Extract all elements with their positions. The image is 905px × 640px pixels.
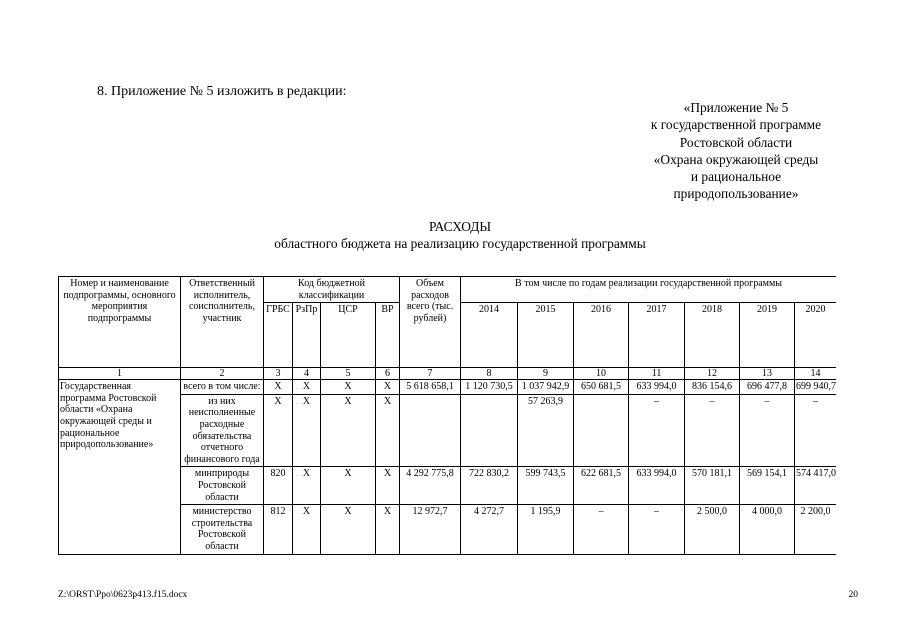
header-year: 2018	[685, 303, 740, 368]
intro-text: 8. Приложение № 5 изложить в редакции:	[97, 84, 347, 99]
year-value-cell: –	[685, 394, 740, 467]
csr-cell: Х	[321, 380, 376, 395]
year-value-cell: 696 477,8	[740, 380, 795, 395]
executor-cell: всего в том числе:	[181, 380, 264, 395]
header-name: Номер и наименование подпрограммы, основного мероприятия подпрограммы	[59, 277, 181, 368]
csr-cell: Х	[321, 505, 376, 554]
header-budget-code: Код бюджетной классификации	[264, 277, 400, 303]
column-number: 9	[518, 368, 574, 380]
grbs-cell: 812	[264, 505, 293, 554]
annex-line: и рациональное	[690, 169, 782, 185]
total-cell: 12 972,7	[400, 505, 461, 554]
year-value-cell: 633 994,0	[629, 380, 685, 395]
year-value-cell	[574, 394, 629, 467]
year-value-cell: 1 120 730,5	[461, 380, 518, 395]
year-value-cell: –	[629, 505, 685, 554]
executor-cell: из них неисполненные расходные обязательства отчетного финансового года	[181, 394, 264, 467]
year-value-cell: 699 940,7	[795, 380, 836, 395]
program-name: Государственная программа Ростовской области «Охрана окружающей среды и рациональное природопользование»	[59, 380, 181, 554]
column-number: 5	[321, 368, 376, 380]
grbs-cell: 820	[264, 467, 293, 505]
header-grbs: ГРБС	[264, 303, 293, 368]
title-line-2: областного бюджета на реализацию государственной программы	[274, 236, 646, 251]
annex-line: природопользование»	[673, 186, 799, 202]
header-rzpr: РзПр	[293, 303, 321, 368]
year-value-cell: 570 181,1	[685, 467, 740, 505]
annex-line: Ростовской области	[679, 134, 793, 150]
header-vr: ВР	[376, 303, 400, 368]
rzpr-cell: Х	[293, 467, 321, 505]
year-value-cell: 1 195,9	[518, 505, 574, 554]
header-year: 2017	[629, 303, 685, 368]
footer-page-number: 20	[848, 590, 858, 600]
total-cell: 4 292 775,8	[400, 467, 461, 505]
year-value-cell: 2 500,0	[685, 505, 740, 554]
executor-cell: министерство строительства Ростовской области	[181, 505, 264, 554]
header-year: 2015	[518, 303, 574, 368]
column-number: 2	[181, 368, 264, 380]
grbs-cell: Х	[264, 394, 293, 467]
year-value-cell: 722 830,2	[461, 467, 518, 505]
year-value-cell: 650 681,5	[574, 380, 629, 395]
header-by-years: В том числе по годам реализации государственной программы	[461, 277, 836, 303]
year-value-cell: 4 272,7	[461, 505, 518, 554]
grbs-cell: Х	[264, 380, 293, 395]
vr-cell: Х	[376, 505, 400, 554]
column-number: 4	[293, 368, 321, 380]
year-value-cell: 622 681,5	[574, 467, 629, 505]
total-cell	[400, 394, 461, 467]
year-value-cell	[461, 394, 518, 467]
rzpr-cell: Х	[293, 505, 321, 554]
csr-cell: Х	[321, 394, 376, 467]
year-value-cell: –	[795, 394, 836, 467]
vr-cell: Х	[376, 380, 400, 395]
footer-file-path: Z:\ORST\Ppo\0623p413.f15.docx	[58, 590, 188, 600]
header-year: 2016	[574, 303, 629, 368]
year-value-cell: 836 154,6	[685, 380, 740, 395]
rzpr-cell: Х	[293, 380, 321, 395]
header-year: 2014	[461, 303, 518, 368]
rzpr-cell: Х	[293, 394, 321, 467]
year-value-cell: 4 000,0	[740, 505, 795, 554]
year-value-cell: –	[740, 394, 795, 467]
column-number: 3	[264, 368, 293, 380]
year-value-cell: 599 743,5	[518, 467, 574, 505]
header-csr: ЦСР	[321, 303, 376, 368]
header-row-1	[59, 277, 837, 303]
table-row	[59, 380, 837, 395]
column-number: 14	[795, 368, 836, 380]
vr-cell: Х	[376, 467, 400, 505]
column-number: 6	[376, 368, 400, 380]
budget-table-wrapper	[58, 276, 836, 589]
header-executor: Ответственный исполнитель, соисполнитель, участник	[181, 277, 264, 368]
column-number: 10	[574, 368, 629, 380]
header-year: 2019	[740, 303, 795, 368]
annex-line: «Приложение № 5	[683, 100, 789, 115]
column-number-row	[59, 368, 837, 380]
annex-header	[618, 99, 854, 203]
year-value-cell: 2 200,0	[795, 505, 836, 554]
header-volume: Объем расходов всего (тыс. рублей)	[400, 277, 461, 368]
annex-line: «Охрана окружающей среды	[653, 151, 819, 167]
csr-cell: Х	[321, 467, 376, 505]
header-year: 2020	[795, 303, 836, 368]
executor-cell: минприроды Ростовской области	[181, 467, 264, 505]
column-number: 13	[740, 368, 795, 380]
title-line-1: РАСХОДЫ	[428, 219, 492, 234]
year-value-cell: 1 037 942,9	[518, 380, 574, 395]
budget-table	[58, 276, 836, 555]
annex-line: к государственной программе	[650, 117, 822, 133]
column-number: 8	[461, 368, 518, 380]
column-number: 1	[59, 368, 181, 380]
vr-cell: Х	[376, 394, 400, 467]
year-value-cell: 57 263,9	[518, 394, 574, 467]
year-value-cell: –	[629, 394, 685, 467]
year-value-cell: –	[574, 505, 629, 554]
total-cell: 5 618 658,1	[400, 380, 461, 395]
year-value-cell: 574 417,0	[795, 467, 836, 505]
column-number: 11	[629, 368, 685, 380]
column-number: 7	[400, 368, 461, 380]
document-title	[200, 218, 720, 252]
year-value-cell: 569 154,1	[740, 467, 795, 505]
year-value-cell: 633 994,0	[629, 467, 685, 505]
column-number: 12	[685, 368, 740, 380]
